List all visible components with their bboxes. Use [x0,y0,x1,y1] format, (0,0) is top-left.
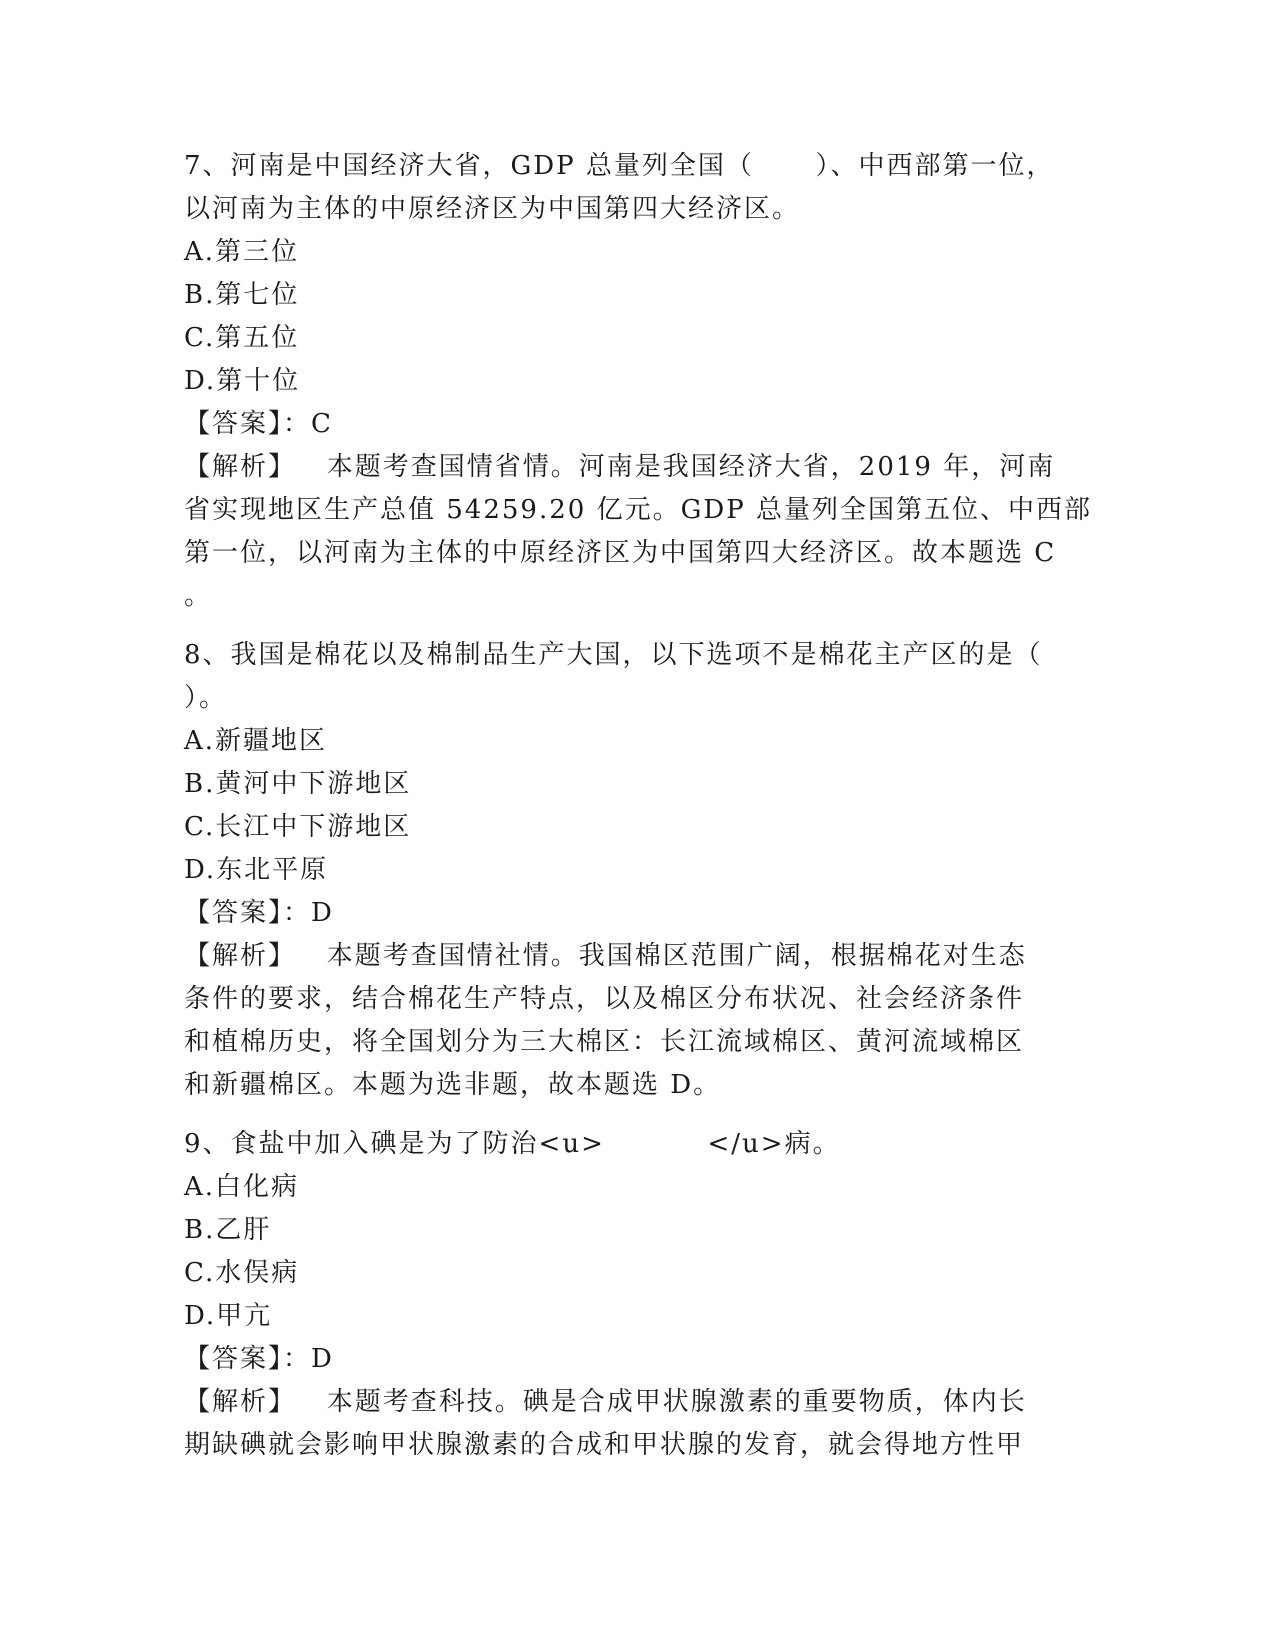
question-7 [184,145,1092,618]
explanation-line: 【解析】 本题考查科技。碘是合成甲状腺激素的重要物质，体内长 [184,1387,1027,1417]
explanation-line: 期缺碘就会影响甲状腺激素的合成和甲状腺的发育，就会得地方性甲 [184,1430,1025,1460]
option-b: B.乙肝 [184,1215,272,1245]
explanation-line: 。 [184,581,213,611]
question-8 [184,634,1064,1107]
answer-label: 【答案】： [184,409,312,439]
option-b: B.第七位 [184,280,300,310]
answer-value: D [311,1344,334,1374]
answer-line [184,892,1064,935]
option-c: C.水俣病 [184,1258,300,1288]
explanation-line: 条件的要求，结合棉花生产特点，以及棉区分布状况、社会经济条件 [184,984,1025,1014]
question-stem-line: 9、食盐中加入碘是为了防治<u> </u>病。 [184,1129,841,1159]
answer-label: 【答案】： [184,898,312,928]
explanation-line: 【解析】 本题考查国情社情。我国棉区范围广阔，根据棉花对生态 [184,941,1027,971]
answer-value: C [311,409,333,439]
option-a: A.新疆地区 [184,726,328,756]
question-stem-line: ）。 [184,683,228,713]
option-d: D.第十位 [184,366,301,396]
option-b: B.黄河中下游地区 [184,769,412,799]
option-d: D.甲亢 [184,1301,273,1331]
answer-line [184,1338,1064,1381]
explanation-line: 省实现地区生产总值 54259.20 亿元。GDP 总量列全国第五位、中西部 [184,495,1092,525]
question-stem-line: 7、河南是中国经济大省，GDP 总量列全国（ ）、中西部第一位， [184,151,1055,181]
explanation-line: 第一位，以河南为主体的中原经济区为中国第四大经济区。故本题选 C [184,538,1057,568]
explanation-line: 和植棉历史，将全国划分为三大棉区：长江流域棉区、黄河流域棉区 [184,1027,1025,1057]
option-a: A.第三位 [184,237,300,267]
option-c: C.第五位 [184,323,300,353]
answer-value: D [311,898,334,928]
question-9 [184,1123,1064,1467]
explanation-line: 和新疆棉区。本题为选非题，故本题选 D。 [184,1070,722,1100]
option-d: D.东北平原 [184,855,329,885]
document-content [184,145,1092,1483]
option-c: C.长江中下游地区 [184,812,412,842]
option-a: A.白化病 [184,1172,300,1202]
answer-line [184,403,1064,446]
question-stem-line: 以河南为主体的中原经济区为中国第四大经济区。 [184,194,801,224]
answer-label: 【答案】： [184,1344,312,1374]
explanation-line: 【解析】 本题考查国情省情。河南是我国经济大省，2019 年，河南 [184,452,1056,482]
question-stem-line: 8、我国是棉花以及棉制品生产大国，以下选项不是棉花主产区的是（ [184,640,1043,670]
